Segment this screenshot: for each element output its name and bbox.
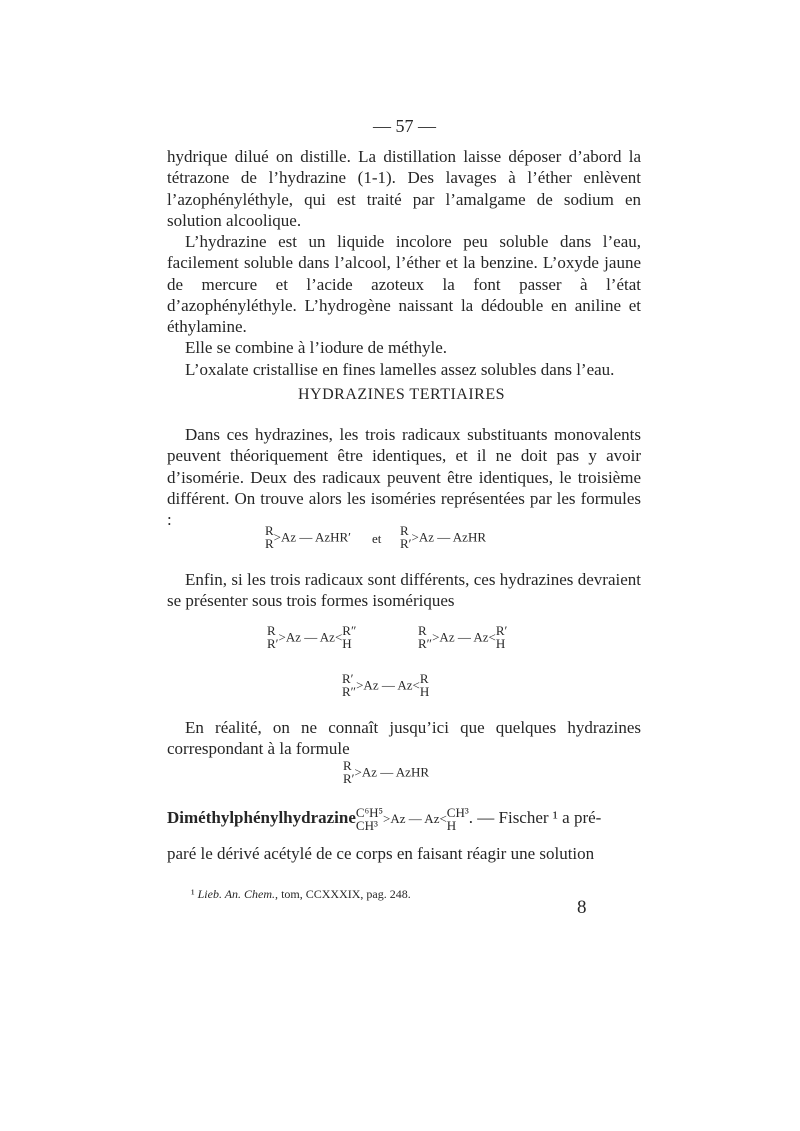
paragraph — [167, 717, 641, 760]
page-number: — 57 — — [373, 116, 436, 136]
formula-sub-top: R — [267, 623, 276, 638]
paragraph-text: hydrique dilué on distille. La distillation laisse déposer d’abord la tétrazone de l’hydrazine (1-1). Des lavages à l’éther enlèvent l’azophényléthyle, qui est traité par l’amalgame de sodium en solution alcoolique. — [167, 147, 641, 230]
compound-name: Diméthylphénylhydrazine — [167, 808, 356, 828]
paragraph — [167, 146, 641, 231]
paragraph — [167, 231, 641, 380]
formula-sub-top: R — [400, 523, 409, 538]
paragraph — [167, 569, 641, 612]
formula-sub-bottom: H — [446, 818, 457, 833]
formula-sub-bottom: R — [265, 536, 274, 551]
footnote-mark: ¹ — [191, 887, 195, 901]
formula-sub-bottom: R″ — [342, 684, 357, 699]
formula-body: >Az — Az< — [432, 629, 496, 645]
formula-sub-top: R — [418, 623, 427, 638]
formula-sub-top: R — [419, 671, 429, 686]
compound-entry — [167, 806, 641, 832]
formula-sub-top: R′ — [342, 671, 354, 686]
paragraph-text: paré le dérivé acétylé de ce corps en faisant réagir une solution — [167, 844, 595, 863]
formula-sub-bottom: R′ — [267, 636, 279, 651]
formula-sub-bottom: CH³ — [355, 818, 378, 833]
formula-connector: et — [372, 531, 382, 546]
formula — [342, 672, 429, 698]
formula — [400, 524, 486, 550]
formula-sub-bottom: R′ — [343, 771, 355, 786]
formula-body: >Az — Az< — [356, 677, 420, 693]
paragraph-text: L’oxalate cristallise en fines lamelles assez solubles dans l’eau. — [185, 359, 615, 379]
paragraph — [167, 843, 641, 864]
formula-sub-top: C⁶H⁵ — [355, 805, 384, 820]
footnote-source: Lieb. An. Chem., — [197, 887, 279, 901]
formula-body: >Az — Az< — [278, 629, 343, 645]
paragraph-text: Enfin, si les trois radicaux sont différents, ces hydrazines devraient se présenter sous trois formes isomériques — [167, 570, 641, 611]
formula-sub-top: R″ — [342, 623, 357, 638]
formula-sub-top: R′ — [495, 623, 508, 638]
formula-body: >Az — AzHR — [354, 764, 430, 780]
formula-sub-top: CH³ — [446, 805, 469, 820]
formula — [343, 759, 429, 785]
formula — [265, 524, 351, 550]
compound-text: . — Fischer ¹ a pré- — [468, 808, 602, 828]
section-heading-text: HYDRAZINES TERTIAIRES — [298, 386, 506, 403]
paragraph-text: Dans ces hydrazines, les trois radicaux substituants monovalents peuvent théoriquement être identiques, et il ne doit pas y avoir d’isomérie. Deux des radicaux peuvent être identiques, le troisième différent. On trouve alors les isoméries représentées par les formules : — [167, 425, 641, 530]
paragraph-text: En réalité, on ne connaît jusqu’ici que quelques hydrazines correspondant à la formule — [167, 718, 641, 759]
formula-sub-top: R — [343, 758, 352, 773]
formula-body: >Az — AzHR′ — [273, 529, 352, 545]
formula-sub-bottom: H — [342, 636, 352, 651]
paragraph-text: Elle se combine à l’iodure de méthyle. — [185, 338, 447, 358]
paragraph — [167, 424, 641, 530]
footnote-text: tom, CCXXXIX, pag. 248. — [281, 887, 411, 901]
formula-body: >Az — Az< — [383, 811, 447, 826]
formula — [418, 624, 507, 650]
signature-mark: 8 — [577, 897, 587, 918]
formula-sub-top: R — [265, 523, 274, 538]
formula-sub-bottom: R″ — [418, 636, 433, 651]
footnote — [191, 887, 411, 902]
paragraph-text: L’hydrazine est un liquide incolore peu soluble dans l’eau, facilement soluble dans l’alcool, l’éther et la benzine. L’oxyde jaune de mercure et l’acide azoteux la font passer à l’état d’azophényléthyle. L’hydrogène naissant la dédouble en aniline et éthylamine. — [167, 232, 641, 337]
formula-body: >Az — AzHR — [411, 529, 487, 545]
formula-sub-bottom: R′ — [400, 536, 412, 551]
formula-sub-bottom: H — [419, 684, 430, 699]
formula — [267, 624, 356, 650]
formula-sub-bottom: H — [495, 636, 506, 651]
